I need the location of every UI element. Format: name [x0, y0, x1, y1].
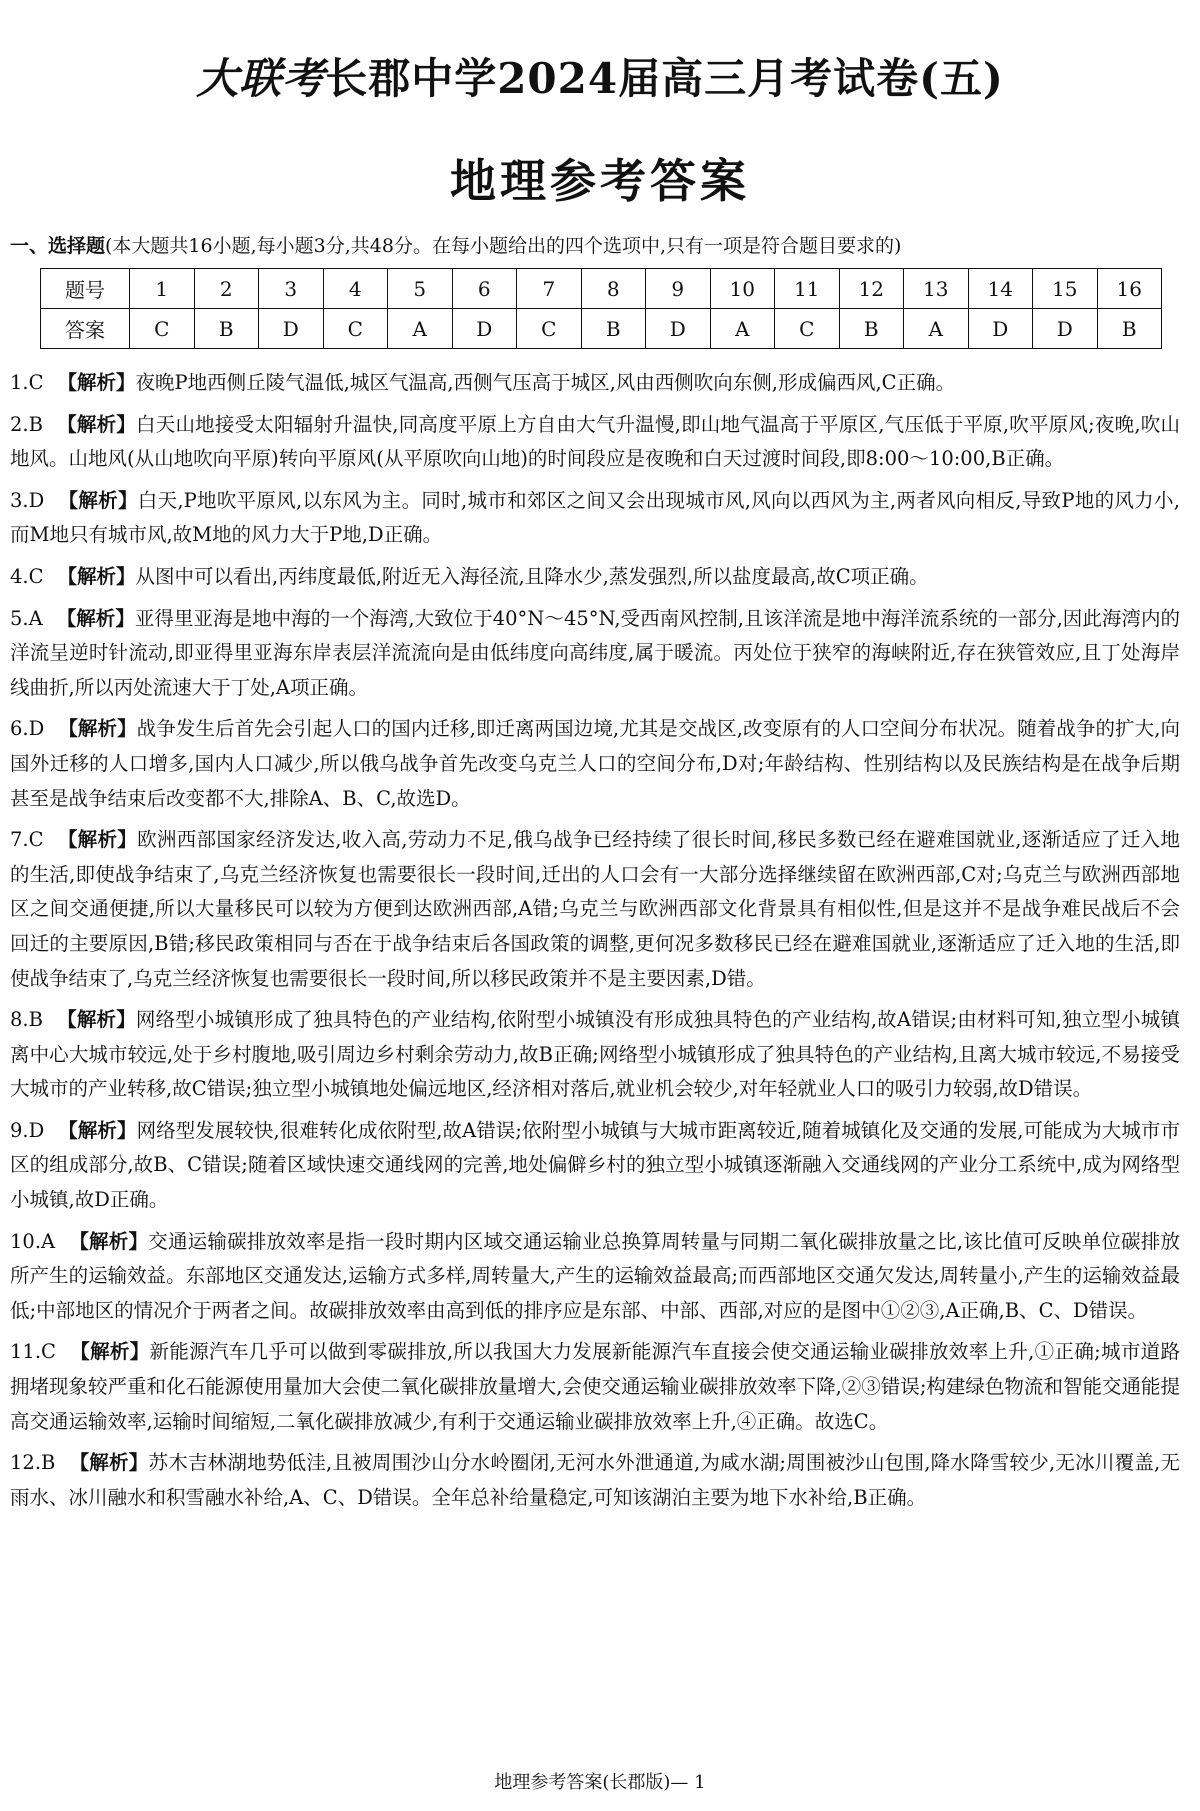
item-number: 4.C [10, 564, 44, 588]
explanation-item [10, 560, 1180, 595]
answer-row [41, 309, 1162, 349]
question-number-cell: 2 [194, 269, 259, 309]
answer-cell: D [452, 309, 517, 349]
explanation-item [10, 1335, 1180, 1439]
analysis-tag: 【解析】 [69, 1340, 150, 1364]
item-text: 夜晚P地西侧丘陵气温低,城区气温高,西侧气压高于城区,风由西侧吹向东侧,形成偏西风,C正确。 [135, 371, 956, 394]
answer-cell: C [323, 309, 388, 349]
answer-cell: C [775, 309, 840, 349]
explanation-item [10, 1003, 1180, 1107]
analysis-tag: 【解析】 [58, 717, 137, 741]
analysis-tag: 【解析】 [69, 1451, 149, 1475]
question-number-cell: 8 [581, 269, 646, 309]
analysis-tag: 【解析】 [56, 606, 135, 630]
question-number-cell: 13 [904, 269, 969, 309]
question-number-cell: 7 [517, 269, 582, 309]
answer-cell: D [968, 309, 1033, 349]
question-number-cell: 15 [1033, 269, 1098, 309]
item-number: 12.B [10, 1451, 56, 1475]
item-number: 1.C [10, 371, 44, 394]
question-number-cell: 16 [1097, 269, 1162, 309]
item-number: 8.B [10, 1008, 43, 1032]
item-number: 3.D [10, 488, 45, 512]
item-number: 10.A [10, 1229, 56, 1253]
section-heading [10, 231, 1190, 258]
analysis-tag: 【解析】 [57, 828, 138, 852]
item-number: 11.C [10, 1340, 56, 1364]
item-text: 从图中可以看出,丙纬度最低,附近无入海径流,且降水少,蒸发强烈,所以盐度最高,故C项正确。 [135, 564, 929, 588]
question-number-cell: 4 [323, 269, 388, 309]
question-number-cell: 5 [388, 269, 453, 309]
item-text: 战争发生后首先会引起人口的国内迁移,即迁离两国边境,尤其是交战区,改变原有的人口空间分布状况。随着战争的扩大,向国外迁移的人口增多,国内人口减少,所以俄乌战争首先改变乌克兰人口的空间分布,D对;年龄结构、性别结构以及民族结构是在战争后期甚至是战争结束后改变都不大,排除A、B、C,故选D。 [10, 717, 1180, 810]
page-footer: 地理参考答案(长郡版)— 1 [494, 1772, 706, 1793]
question-number-cell: 12 [839, 269, 904, 309]
item-text: 亚得里亚海是地中海的一个海湾,大致位于40°N～45°N,受西南风控制,且该洋流是地中海洋流系统的一部分,因此海湾内的洋流呈逆时针流动,即亚得里亚海东岸表层洋流流向是由低纬度向高纬度,属于暖流。丙处位于狭窄的海峡附近,存在狭管效应,且丁处海岸线曲折,所以丙处流速大于丁处,A项正确。 [10, 606, 1180, 699]
section-label: 一、选择题 [10, 235, 106, 257]
section-instruction: (本大题共16小题,每小题3分,共48分。在每小题给出的四个选项中,只有一项是符合题目要求的) [105, 235, 902, 257]
analysis-tag: 【解析】 [69, 1229, 149, 1253]
item-number: 2.B [10, 412, 43, 436]
question-number-cell: 14 [968, 269, 1033, 309]
item-text: 交通运输碳排放效率是指一段时期内区域交通运输业总换算周转量与同期二氧化碳排放量之比,该比值可反映单位碳排放所产生的运输效益。东部地区交通发达,运输方式多样,周转量大,产生的运输效益最高;而西部地区交通欠发达,周转量小,产生的运输效益最低;中部地区的情况介于两者之间。故碳排放效率由高到低的排序应是东部、中部、西部,对应的是图中①②③,A正确,B、C、D错误。 [10, 1229, 1180, 1322]
item-text: 白天,P地吹平原风,以东风为主。同时,城市和郊区之间又会出现城市风,风向以西风为主,两者风向相反,导致P地的风力小,而M地只有城市风,故M地的风力大于P地,D正确。 [10, 488, 1180, 547]
explanation-item [10, 602, 1180, 706]
item-text: 苏木吉林湖地势低洼,且被周围沙山分水岭圈闭,无河水外泄通道,为咸水湖;周围被沙山包围,降水降雪较少,无冰川覆盖,无雨水、冰川融水和积雪融水补给,A、C、D错误。全年总补给量稳定,可知该湖泊主要为地下水补给,B正确。 [10, 1451, 1180, 1509]
item-text: 网络型发展较快,很难转化成依附型,故A错误;依附型小城镇与大城市距离较近,随着城镇化及交通的发展,可能成为大城市市区的组成部分,故B、C错误;随着区域快速交通线网的完善,地处偏僻乡村的独立型小城镇逐渐融入交通线网的产业分工系统中,成为网络型小城镇,故D正确。 [10, 1118, 1180, 1212]
page-title: 地理参考答案 [450, 154, 750, 208]
explanation-list [10, 366, 1180, 1522]
item-text: 欧洲西部国家经济发达,收入高,劳动力不足,俄乌战争已经持续了很长时间,移民多数已经在避难国就业,逐渐适应了迁入地的生活,即使战争结束了,乌克兰经济恢复也需要很长一段时间,迁出的人口会有一大部分选择继续留在欧洲西部,C对;乌克兰与欧洲西部地区之间交通便捷,所以大量移民可以较为方便到达欧洲西部,A错;乌克兰与欧洲西部文化背景具有相似性,但是这并不是战争难民战后不会回迁的主要原因,B错;移民政策相同与否在于战争结束后各国政策的调整,更何况多数移民已经在避难国就业,逐渐适应了迁入地的生活,即使战争结束了,乌克兰经济恢复也需要很长一段时间,所以移民政策并不是主要因素,D错。 [10, 828, 1180, 990]
item-number: 5.A [10, 606, 43, 630]
item-number: 9.D [10, 1118, 45, 1142]
analysis-tag: 【解析】 [57, 564, 136, 588]
question-number-row [41, 269, 1162, 309]
exam-title: 长郡中学2024届高三月考试卷(五) [325, 54, 1004, 103]
explanation-item [10, 408, 1180, 477]
question-number-cell: 9 [646, 269, 711, 309]
answer-cell: B [194, 309, 259, 349]
answer-cell: C [517, 309, 582, 349]
question-number-cell: 10 [710, 269, 775, 309]
answer-cell: C [130, 309, 195, 349]
question-number-cell: 3 [259, 269, 324, 309]
analysis-tag: 【解析】 [58, 488, 138, 512]
explanation-item [10, 1114, 1180, 1218]
explanation-item [10, 484, 1180, 553]
answer-cell: B [839, 309, 904, 349]
explanation-item [10, 1225, 1180, 1329]
item-text: 网络型小城镇形成了独具特色的产业结构,依附型小城镇没有形成独具特色的产业结构,故A错误;由材料可知,独立型小城镇离中心大城市较远,处于乡村腹地,吸引周边乡村剩余劳动力,故B正确;网络型小城镇形成了独具特色的产业结构,且离大城市较远,不易接受大城市的产业转移,故C错误;独立型小城镇地处偏远地区,经济相对落后,就业机会较少,对年轻就业人口的吸引力较弱,故D错误。 [10, 1008, 1180, 1101]
analysis-tag: 【解析】 [58, 1118, 137, 1142]
answer-cell: D [646, 309, 711, 349]
answer-cell: D [1033, 309, 1098, 349]
question-number-cell: 1 [130, 269, 195, 309]
explanation-item [10, 823, 1180, 996]
item-number: 7.C [10, 828, 44, 852]
row-header-number: 题号 [41, 269, 130, 309]
explanation-item [10, 1446, 1180, 1515]
answer-cell: A [904, 309, 969, 349]
answer-cell: A [388, 309, 453, 349]
item-text: 白天山地接受太阳辐射升温快,同高度平原上方自由大气升温慢,即山地气温高于平原区,气压低于平原,吹平原风;夜晚,吹山地风。山地风(从山地吹向平原)转向平原风(从平原吹向山地)的时间段应是夜晚和白天过渡时间段,即8:00～10:00,B正确。 [10, 412, 1180, 471]
answer-table [40, 268, 1162, 349]
row-header-answer: 答案 [41, 309, 130, 349]
question-number-cell: 11 [775, 269, 840, 309]
item-text: 新能源汽车几乎可以做到零碳排放,所以我国大力发展新能源汽车直接会使交通运输业碳排放效率上升,①正确;城市道路拥堵现象较严重和化石能源使用量加大会使二氧化碳排放量增大,会使交通运输业碳排放效率下降,②③错误;构建绿色物流和智能交通能提高交通运输效率,运输时间缩短,二氧化碳排放减少,有利于交通运输业碳排放效率上升,④正确。故选C。 [10, 1340, 1180, 1433]
explanation-item [10, 366, 1180, 401]
answer-cell: D [259, 309, 324, 349]
brand-logo-text: 大联考 [196, 54, 326, 103]
explanation-item [10, 712, 1180, 816]
question-number-cell: 6 [452, 269, 517, 309]
analysis-tag: 【解析】 [56, 412, 137, 436]
analysis-tag: 【解析】 [57, 371, 136, 394]
answer-cell: B [1097, 309, 1162, 349]
answer-cell: B [581, 309, 646, 349]
answer-cell: A [710, 309, 775, 349]
exam-header [0, 46, 1200, 106]
item-number: 6.D [10, 717, 45, 741]
analysis-tag: 【解析】 [56, 1008, 136, 1032]
